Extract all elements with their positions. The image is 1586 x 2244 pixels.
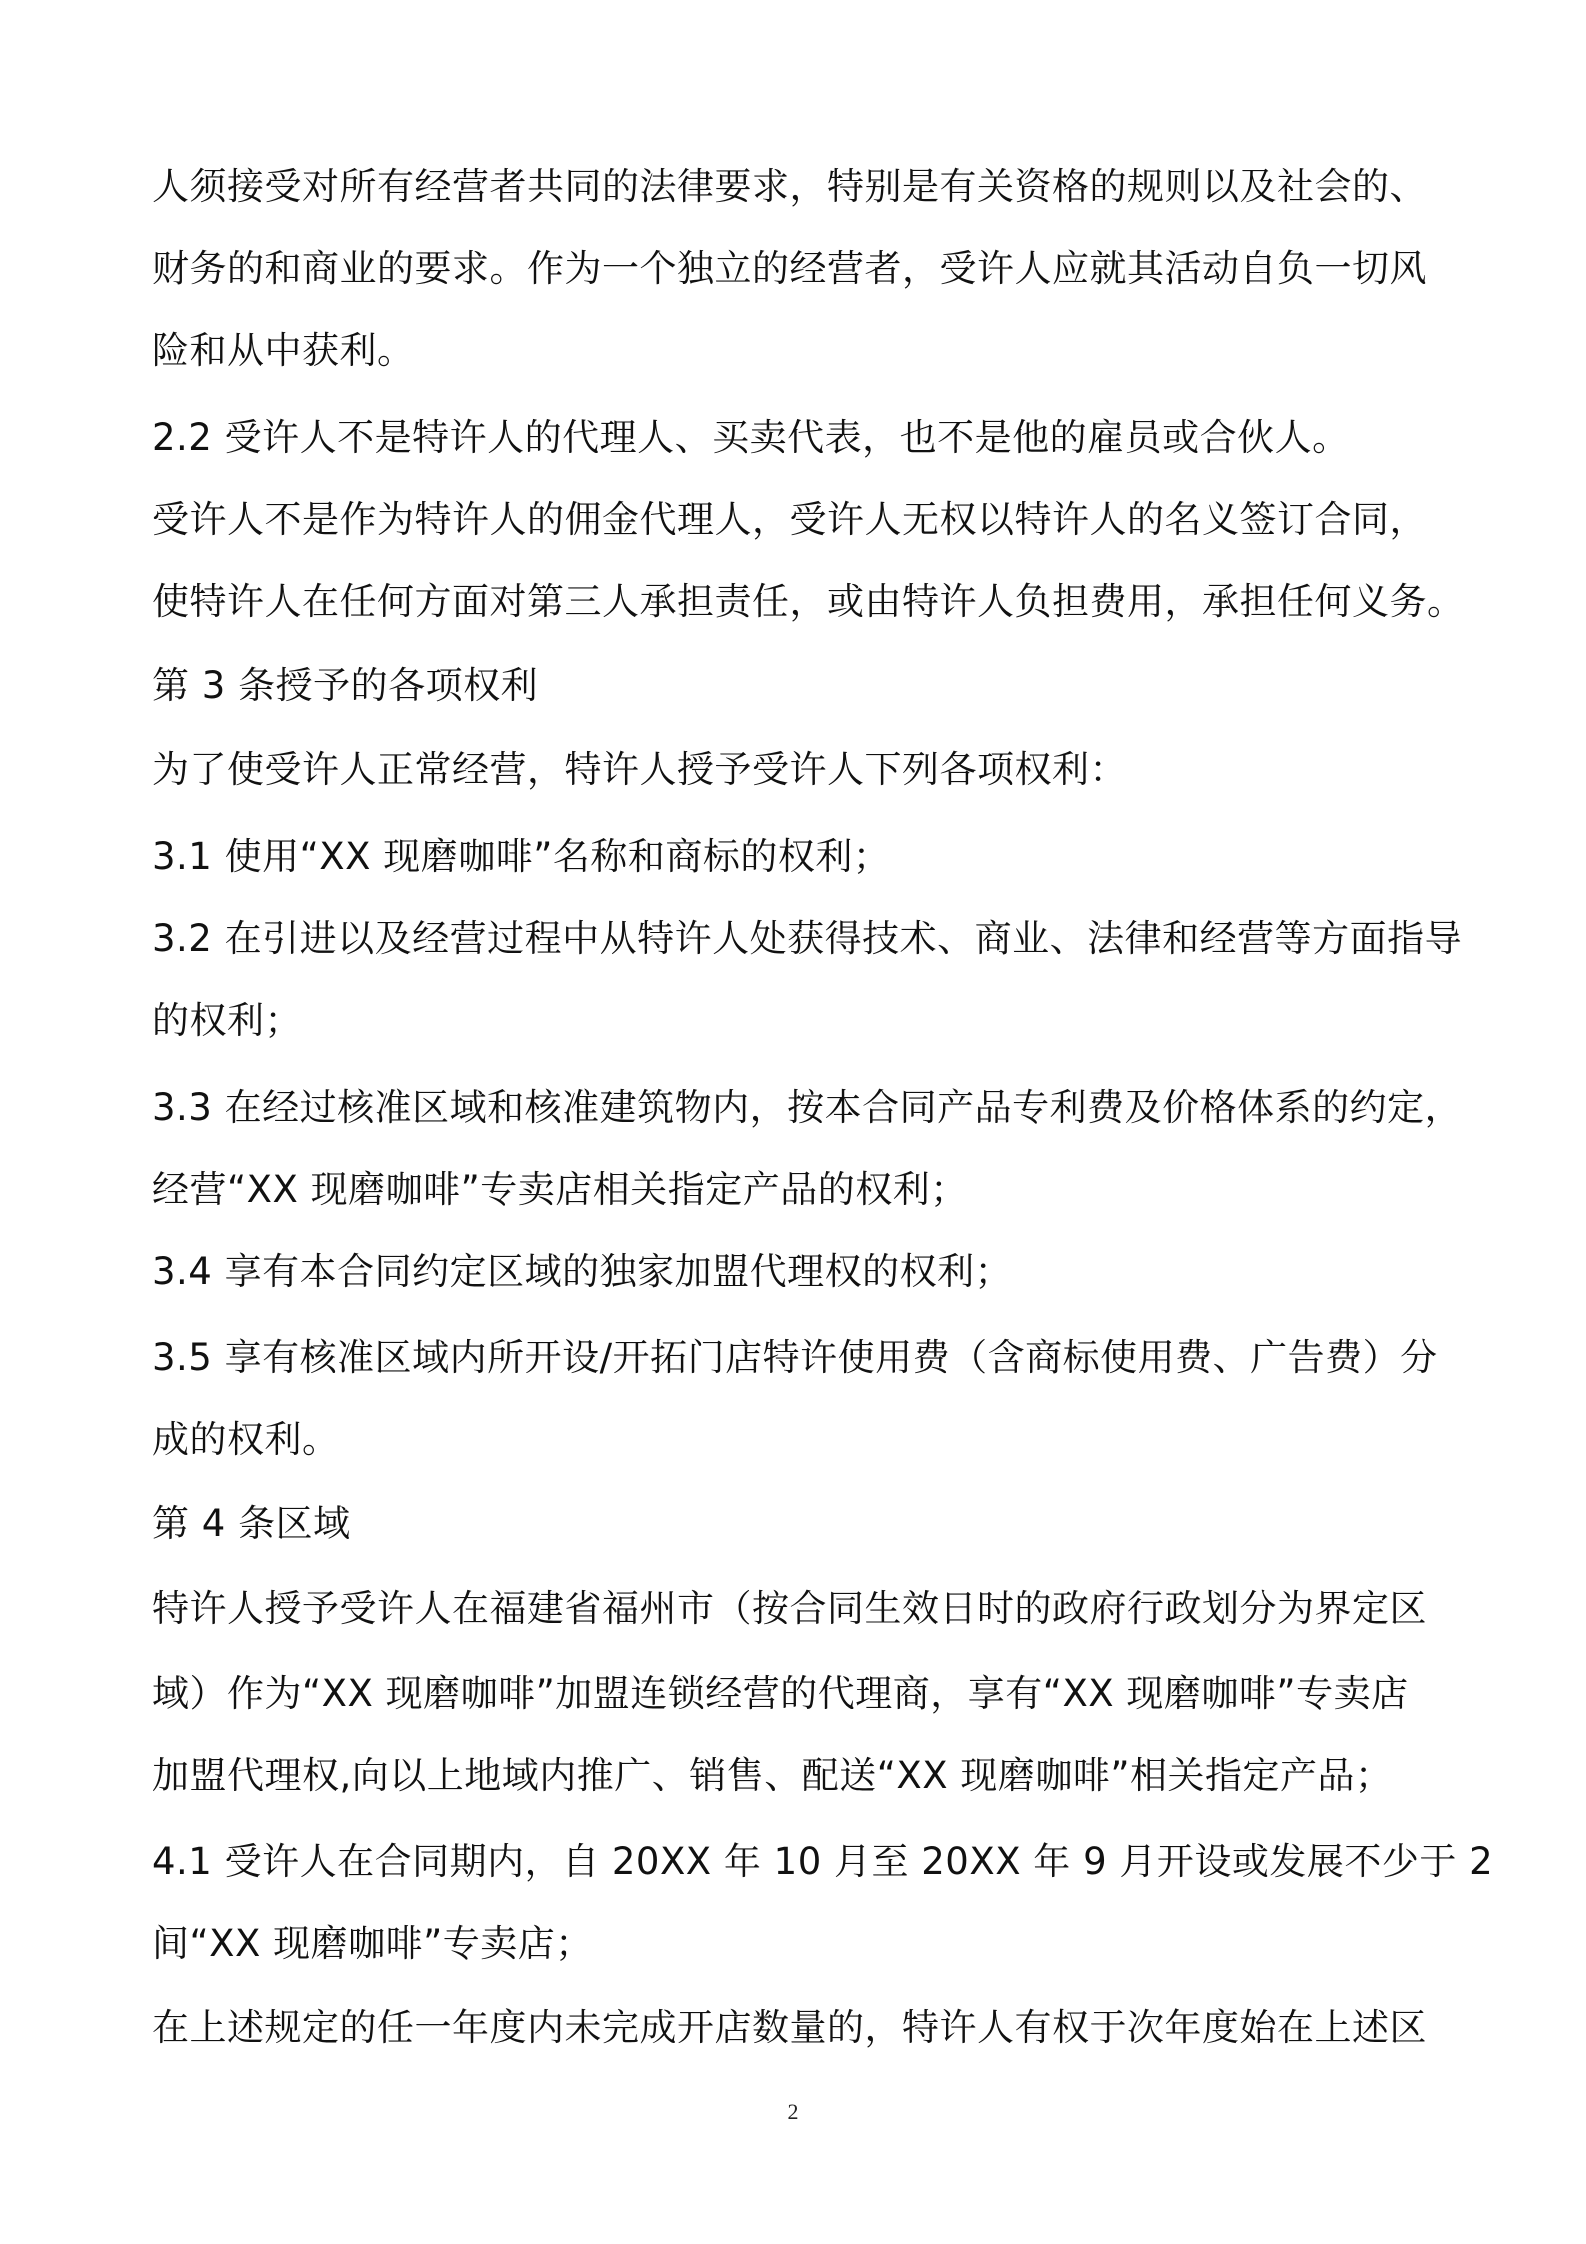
text-line: 在上述规定的任一年度内未完成开店数量的，特许人有权于次年度始在上述区	[152, 2006, 1427, 2049]
text-line: 人须接受对所有经营者共同的法律要求，特别是有关资格的规则以及社会的、	[152, 165, 1427, 208]
text-line: 间“XX 现磨咖啡”专卖店；	[152, 1922, 593, 1965]
text-line: 3.4 享有本合同约定区域的独家加盟代理权的权利；	[152, 1250, 1013, 1293]
text-line: 险和从中获利。	[152, 329, 415, 372]
text-line: 受许人不是作为特许人的佣金代理人，受许人无权以特许人的名义签订合同，	[152, 498, 1427, 541]
text-line: 使特许人在任何方面对第三人承担责任，或由特许人负担费用，承担任何义务。	[152, 580, 1465, 623]
section-heading: 第 4 条区域	[152, 1502, 351, 1545]
text-line: 3.2 在引进以及经营过程中从特许人处获得技术、商业、法律和经营等方面指导	[152, 917, 1463, 960]
section-heading: 第 3 条授予的各项权利	[152, 664, 539, 707]
text-line: 财务的和商业的要求。作为一个独立的经营者，受许人应就其活动自负一切风	[152, 247, 1427, 290]
text-line: 3.3 在经过核准区域和核准建筑物内，按本合同产品专利费及价格体系的约定，	[152, 1086, 1463, 1129]
page-number: 2	[787, 2099, 799, 2124]
text-line: 3.1 使用“XX 现磨咖啡”名称和商标的权利；	[152, 835, 891, 878]
text-line: 4.1 受许人在合同期内，自 20XX 年 10 月至 20XX 年 9 月开设或发展不少于 2	[152, 1840, 1494, 1883]
text-line: 3.5 享有核准区域内所开设/开拓门店特许使用费（含商标使用费、广告费）分	[152, 1336, 1438, 1379]
text-line: 2.2 受许人不是特许人的代理人、买卖代表，也不是他的雇员或合伙人。	[152, 416, 1350, 459]
text-line: 加盟代理权,向以上地域内推广、销售、配送“XX 现磨咖啡”相关指定产品；	[152, 1754, 1393, 1797]
text-line: 特许人授予受许人在福建省福州市（按合同生效日时的政府行政划分为界定区	[152, 1587, 1427, 1630]
text-line: 成的权利。	[152, 1418, 340, 1461]
text-line: 的权利；	[152, 999, 302, 1042]
text-line: 域）作为“XX 现磨咖啡”加盟连锁经营的代理商，享有“XX 现磨咖啡”专卖店	[152, 1672, 1409, 1715]
text-line: 经营“XX 现磨咖啡”专卖店相关指定产品的权利；	[152, 1168, 968, 1211]
text-line: 为了使受许人正常经营，特许人授予受许人下列各项权利：	[152, 748, 1127, 791]
